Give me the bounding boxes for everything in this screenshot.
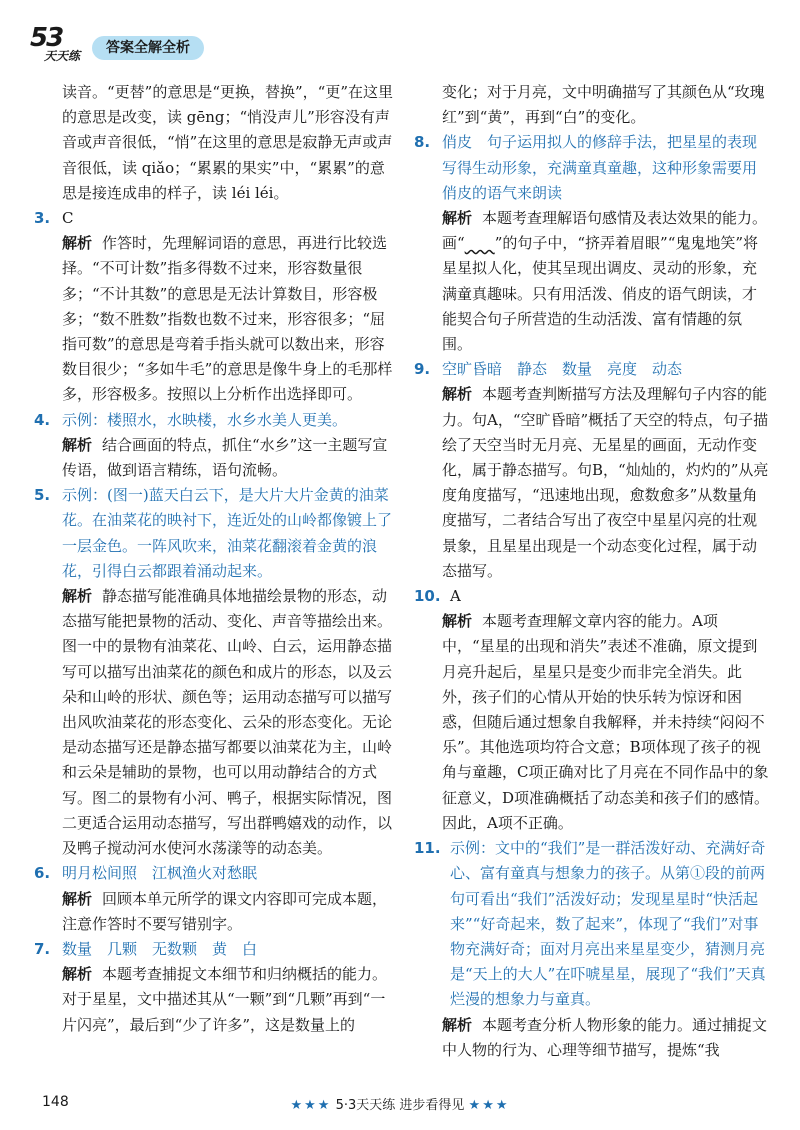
question-number: 6. <box>34 864 51 883</box>
analysis-7 <box>40 962 395 1038</box>
analysis-text: 结合画面的特点，抓住“水乡”这一主题写宣传语，做到语言精练，语句流畅。 <box>62 435 388 480</box>
footer <box>0 1094 800 1113</box>
answer: 数量 几颗 无数颗 黄 白 <box>62 939 258 958</box>
left-column <box>34 80 395 1038</box>
analysis-3 <box>40 231 395 407</box>
question-9 <box>414 357 770 382</box>
analysis-label: 解析 <box>62 234 93 253</box>
answer: 示例：(图一)蓝天白云下，是大片大片金黄的油菜花。在油菜花的映衬下，连近处的山岭都像镀上了一层金色。一阵风吹来，油菜花翻滚着金黄的浪花，引得白云都跟着涌动起来。 <box>62 486 393 580</box>
wavy-underline-mark <box>465 234 495 252</box>
question-3 <box>34 206 395 231</box>
analysis-label: 解析 <box>62 965 93 984</box>
analysis-6 <box>40 887 395 937</box>
analysis-4 <box>40 433 395 483</box>
analysis-label: 解析 <box>442 209 473 228</box>
analysis-text: 本题考查理解语句感情及表达效果的能力。画“ <box>442 209 768 253</box>
question-number: 10. <box>414 587 441 606</box>
analysis-text: ”的句子中，“挤弄着眉眼”“鬼鬼地笑”将星星拟人化，使其呈现出调皮、灵动的形象，充满童真趣味。只有用活泼、俏皮的语气朗读，才能契合句子所营造的生动活泼、富有情趣的氛围。 <box>442 234 759 354</box>
question-number: 9. <box>414 360 431 379</box>
question-11 <box>414 836 770 1012</box>
analysis-text: 本题考查分析人物形象的能力。通过捕捉文中人物的行为、心理等细节描写，提炼“我 <box>442 1015 768 1059</box>
question-6 <box>34 861 395 886</box>
analysis-8 <box>420 206 770 357</box>
section-banner: 答案全解全析 <box>92 36 204 60</box>
question-number: 4. <box>34 410 51 429</box>
analysis-label: 解析 <box>62 435 93 454</box>
continued-text: 变化；对于月亮，文中明确描写了其颜色从“玫瑰红”到“黄”，再到“白”的变化。 <box>442 83 765 127</box>
analysis-label: 解析 <box>62 587 93 606</box>
answer: A <box>450 587 461 606</box>
logo-text: 天天练 <box>44 49 81 63</box>
analysis-label: 解析 <box>442 1015 473 1034</box>
right-column <box>414 80 770 1063</box>
question-8 <box>414 130 770 206</box>
analysis-9 <box>420 382 770 584</box>
analysis-10 <box>420 609 770 836</box>
header <box>30 23 270 68</box>
question-7 <box>34 937 395 962</box>
analysis-label: 解析 <box>442 385 473 404</box>
analysis-label: 解析 <box>442 612 473 631</box>
logo <box>30 23 90 68</box>
answer: 明月松间照 江枫渔火对愁眠 <box>62 864 258 883</box>
star-icon: ★★★ <box>290 1098 332 1113</box>
analysis-text: 本题考查判断描写方法及理解句子内容的能力。句A，“空旷昏暗”概括了天空的特点，句子描绘了天空当时无月亮、无星星的画面，无动作变化，属于静态描写。句B，“灿灿的，灼灼的”从亮度角度描写，“迅速地出现，愈数愈多”从数量角度描写，二者结合写出了夜空中星星闪亮的壮观景象，且星星出现是一个动态变化过程，属于动态描写。 <box>442 385 769 580</box>
star-icon: ★★★ <box>468 1098 510 1113</box>
analysis-text: 回顾本单元所学的课文内容即可完成本题，注意作答时不要写错别字。 <box>62 889 388 933</box>
analysis-11 <box>420 1013 770 1063</box>
answer: 示例：文中的“我们”是一群活泼好动、充满好奇心、富有童真与想象力的孩子。从第①段的前两句可看出“我们”活泼好动；发现星星时“快活起来”“好奇起来，数了起来”，体现了“我们”对事物充满好奇；面对月亮出来星星变少，猜测月亮是“天上的大人”在吓唬星星，展现了“我们”天真烂漫的想象力与童真。 <box>450 839 766 1009</box>
analysis-text: 静态描写能准确具体地描绘景物的形态，动态描写能把景物的活动、变化、声音等描绘出来。图一中的景物有油菜花、山岭、白云，运用静态描写可以描写出油菜花的颜色和成片的形态，以及云朵和山岭的形状、颜色等；运用动态描写可以描写出风吹油菜花的形态变化、云朵的形态变化。无论是动态描写还是静态描写都要以油菜花为主，山岭和云朵是辅助的景物，也可以用动静结合的方式写。图二的景物有小河、鸭子，根据实际情况，图二更适合运用动态描写，写出群鸭嬉戏的动作，以及鸭子搅动河水使河水荡漾等的动态美。 <box>62 587 393 858</box>
analysis-5 <box>40 584 395 861</box>
question-number: 8. <box>414 133 431 152</box>
question-number: 3. <box>34 209 51 228</box>
logo-number: 53 <box>30 23 63 53</box>
answer: 空旷昏暗 静态 数量 亮度 动态 <box>442 360 683 379</box>
footer-slogan: 5·3天天练 进步看得见 <box>335 1098 465 1113</box>
question-5 <box>34 483 395 584</box>
answer: 示例：楼照水，水映楼，水乡水美人更美。 <box>62 410 348 429</box>
question-number: 11. <box>414 839 441 858</box>
analysis-label: 解析 <box>62 889 93 908</box>
answer: 俏皮 句子运用拟人的修辞手法，把星星的表现写得生动形象，充满童真童趣，这种形象需要用俏皮的语气来朗读 <box>442 133 758 202</box>
question-number: 7. <box>34 939 51 958</box>
question-number: 5. <box>34 486 51 505</box>
analysis-text: 作答时，先理解词语的意思，再进行比较选择。“不可计数”指多得数不过来，形容数量很多；“不计其数”的意思是无法计算数目，形容极多；“数不胜数”指数也数不过来，形容很多；“屈指可数”的意思是弯着手指头就可以数出来，形容数目很少；“多如牛毛”的意思是像牛身上的毛那样多，形容极多。按照以上分析作出选择即可。 <box>62 234 393 404</box>
continued-text: 读音。“更替”的意思是“更换，替换”，“更”在这里的意思是改变，读 gēng；“悄没声儿”形容没有声音或声音很低，“悄”在这里的意思是寂静无声或声音很低，读 qiǎo；“累累的果实”中，“累累”的意思是接连成串的样子，读 léi léi。 <box>62 83 394 202</box>
question-4 <box>34 408 395 433</box>
analysis-text: 本题考查捕捉文本细节和归纳概括的能力。对于星星，文中描述其从“一颗”到“几颗”再到“一片闪亮”，最后到“少了许多”，这是数量上的 <box>62 965 388 1034</box>
answer: C <box>62 209 74 228</box>
analysis-text: 本题考查理解文章内容的能力。A项中，“星星的出现和消失”表述不准确，原文提到月亮升起后，星星只是变少而非完全消失。此外，孩子们的心情从开始的快乐转为惊讶和困惑，但随后通过想象自我解释，并未持续“闷闷不乐”。其他选项均符合文意；B项体现了孩子的视角与童趣，C项正确对比了月亮在不同作品中的象征意义，D项准确概括了动态美和孩子们的感情。因此，A项不正确。 <box>442 612 770 832</box>
page-number: 148 <box>42 1094 69 1110</box>
question-10 <box>414 584 770 609</box>
